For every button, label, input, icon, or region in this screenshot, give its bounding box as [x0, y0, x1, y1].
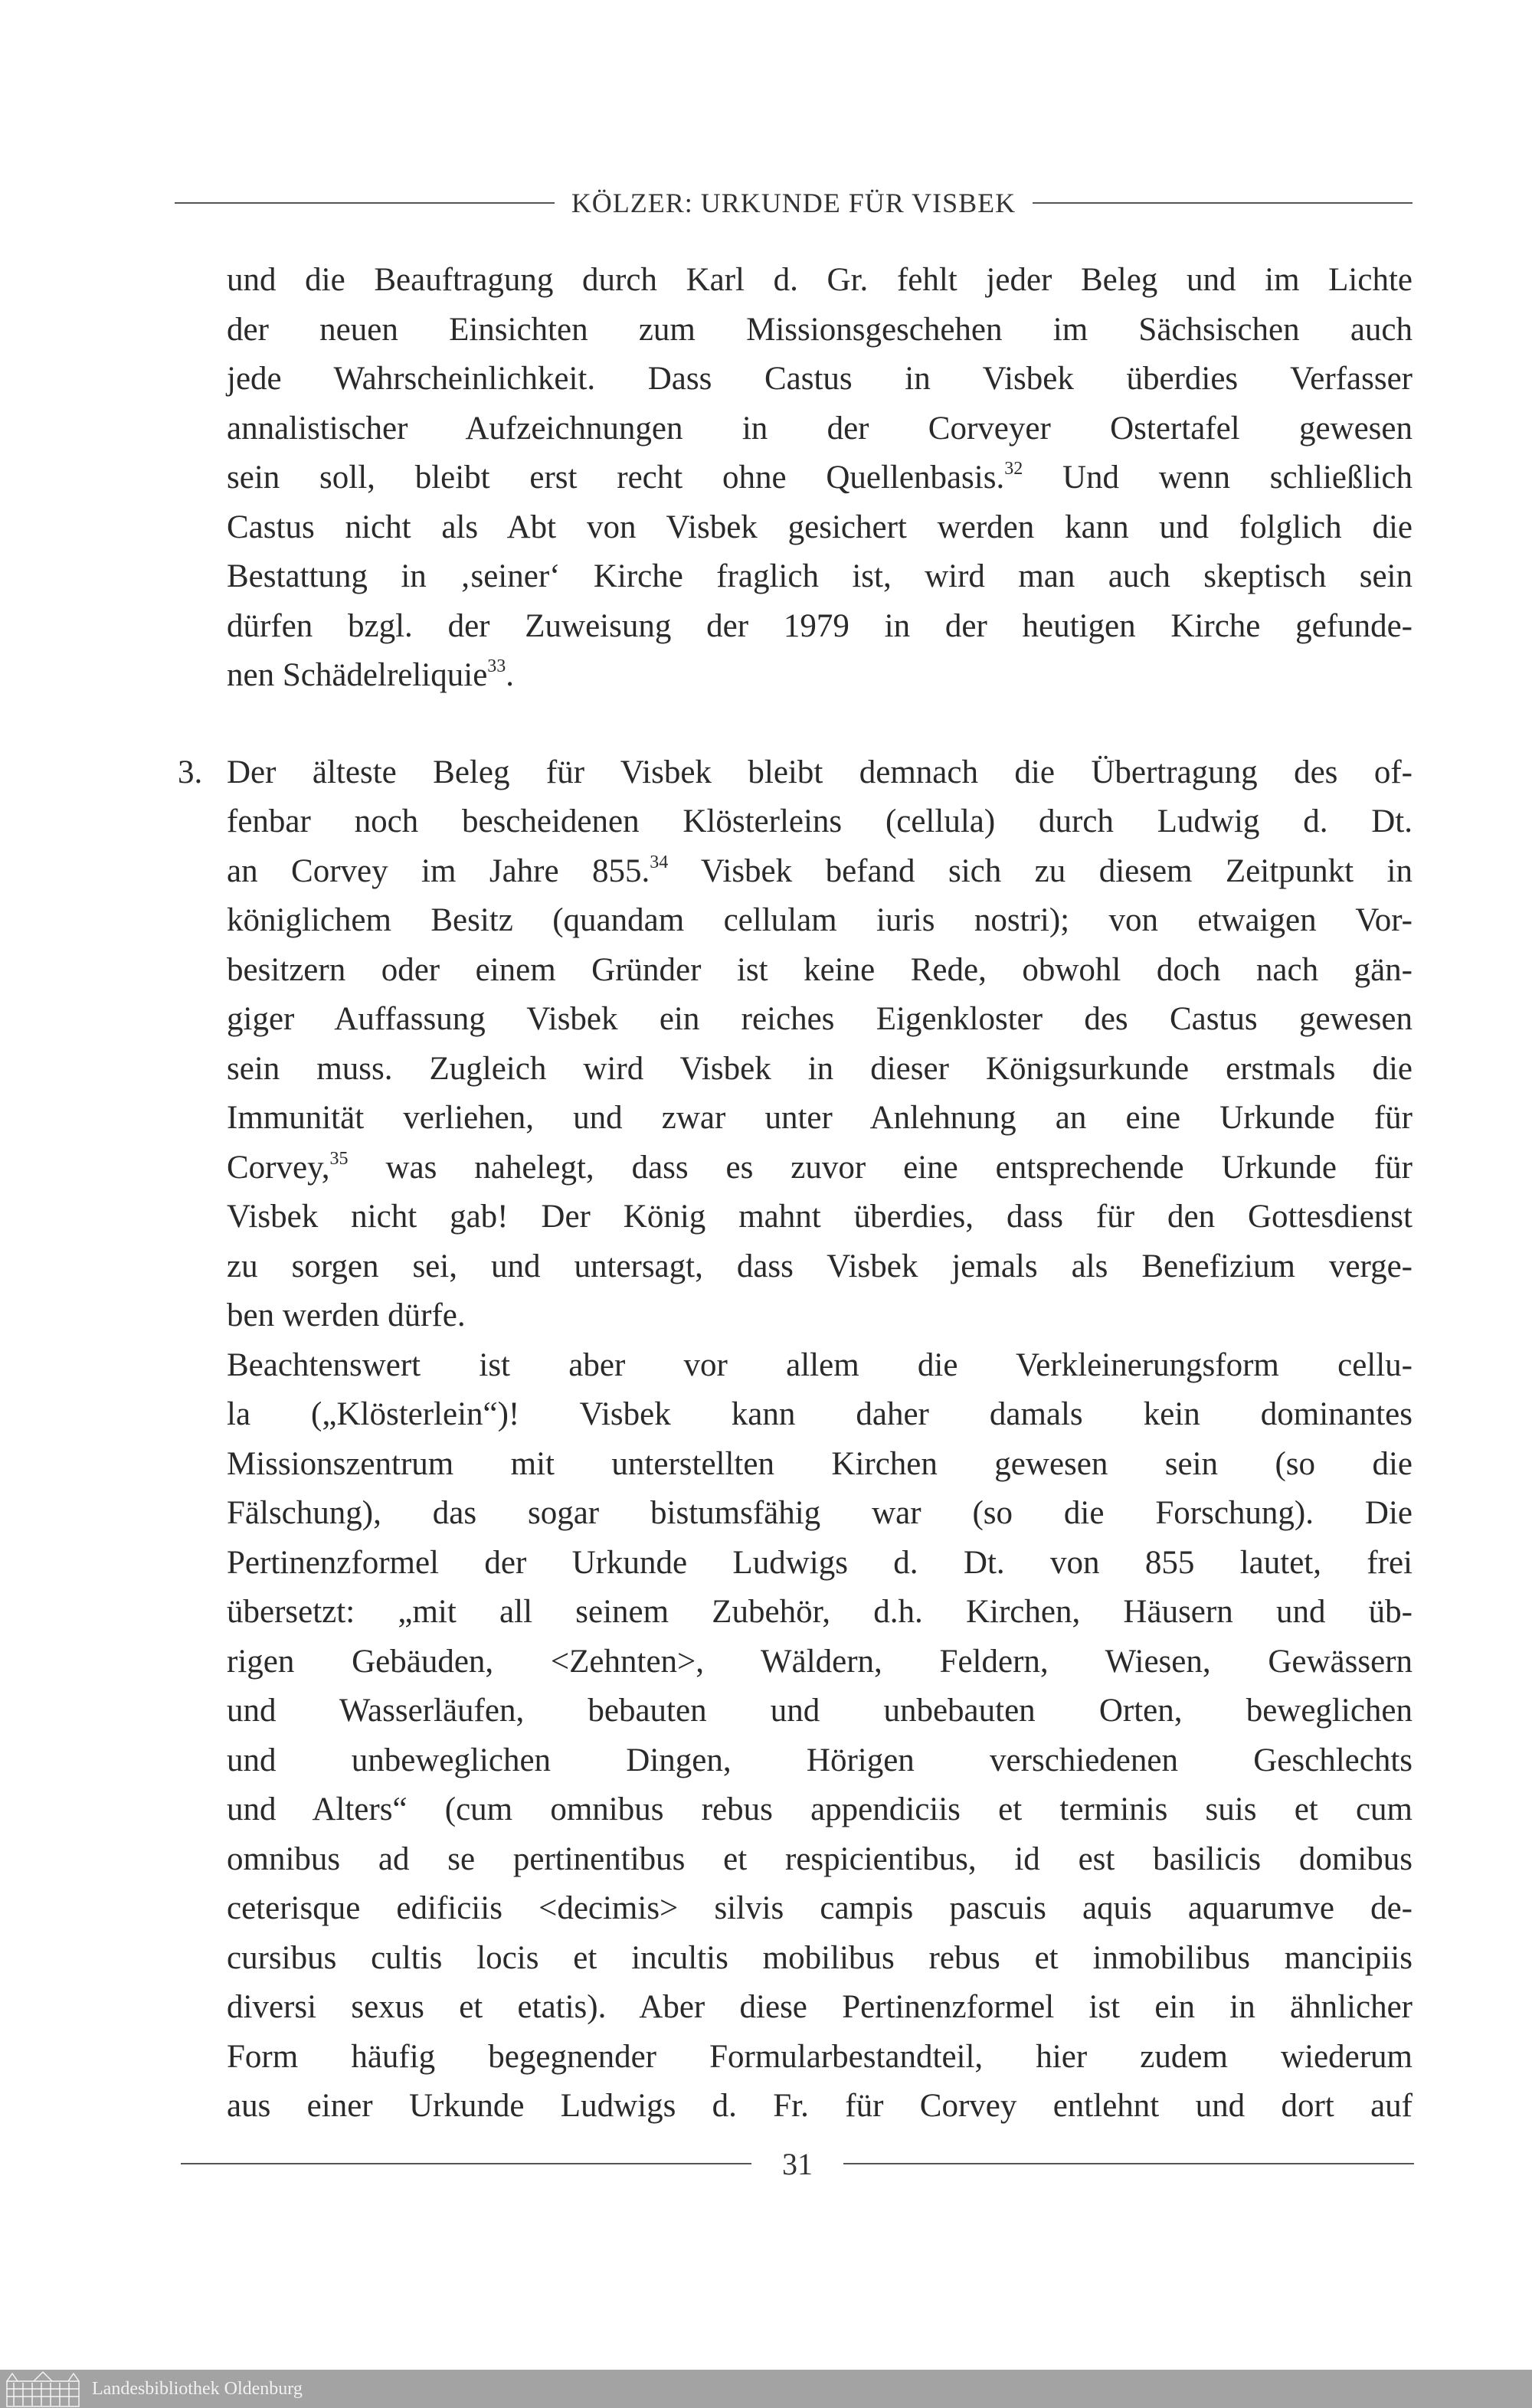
footer-rule-right	[843, 2163, 1414, 2164]
text-line	[227, 453, 1413, 503]
text-segment: besitzern oder einem Gründer ist keine Rede, obwohl doch nach gän-	[227, 951, 1413, 988]
text-segment: Missionszentrum mit unterstellten Kirchen gewesen sein (so die	[227, 1445, 1413, 1482]
text-line	[227, 797, 1413, 847]
text-segment: jede Wahrscheinlichkeit. Dass Castus in Visbek überdies Verfasser	[227, 361, 1413, 397]
header-rule-right	[1033, 202, 1413, 204]
text-segment: cursibus cultis locis et incultis mobilibus rebus et inmobilibus mancipiis	[227, 1939, 1413, 1976]
text-line	[227, 1440, 1413, 1490]
text-segment: fenbar noch bescheidenen Klösterleins (cellula) durch Ludwig d. Dt.	[227, 803, 1413, 839]
text-line	[227, 256, 1413, 306]
text-segment: Visbek nicht gab! Der König mahnt überdies, dass für den Gottesdienst	[227, 1199, 1413, 1235]
text-line	[227, 1934, 1413, 1984]
page-number: 31	[782, 2146, 813, 2181]
text-segment: nen Schädelreliquie	[227, 657, 488, 693]
body-text	[178, 256, 1413, 2132]
text-segment: königlichem Besitz (quandam cellulam iuris nostri); von etwaigen Vor-	[227, 902, 1413, 938]
text-segment: und Wasserläufen, bebauten und unbebauten Orten, beweglichen	[227, 1693, 1413, 1729]
text-segment: und Alters“ (cum omnibus rebus appendiciis et terminis suis et cum	[227, 1791, 1413, 1827]
text-segment: Visbek befand sich zu diesem Zeitpunkt in	[668, 852, 1413, 889]
text-segment: sein muss. Zugleich wird Visbek in dieser Königsurkunde erstmals die	[227, 1050, 1413, 1087]
text-line	[227, 896, 1413, 946]
paragraph	[227, 256, 1413, 701]
text-segment: dürfen bzgl. der Zuweisung der 1979 in der heutigen Kirche gefunde-	[227, 607, 1413, 644]
text-line	[227, 847, 1413, 897]
text-segment: Corvey,	[227, 1149, 330, 1186]
text-line	[227, 1687, 1413, 1736]
text-segment: und die Beauftragung durch Karl d. Gr. fehlt jeder Beleg und im Lichte	[227, 262, 1413, 298]
text-line	[227, 1193, 1413, 1242]
footer-rule-left	[181, 2163, 751, 2164]
text-line	[178, 748, 1413, 798]
text-segment: diversi sexus et etatis). Aber diese Pertinenzformel ist ein in ähnlicher	[227, 1989, 1413, 2025]
page-footer	[181, 2145, 1414, 2183]
text-line	[227, 1341, 1413, 1391]
text-segment: la („Klösterlein“)! Visbek kann daher damals kein dominantes	[227, 1396, 1413, 1432]
text-line	[227, 1390, 1413, 1440]
text-segment: Fälschung), das sogar bistumsfähig war (so die Forschung). Die	[227, 1495, 1413, 1531]
text-line	[227, 1045, 1413, 1094]
text-line	[227, 1539, 1413, 1588]
text-line	[227, 1291, 1413, 1341]
text-line	[227, 1638, 1413, 1687]
text-line	[227, 1785, 1413, 1835]
text-line	[227, 651, 1413, 701]
text-line	[227, 995, 1413, 1045]
text-segment: Form häufig begegnender Formularbestandteil, hier zudem wiederum	[227, 2038, 1413, 2075]
text-line	[227, 552, 1413, 602]
text-segment: was nahelegt, dass es zuvor eine entsprechende Urkunde für	[348, 1149, 1413, 1186]
running-title: KÖLZER: URKUNDE FÜR VISBEK	[571, 188, 1016, 218]
text-segment: Immunität verliehen, und zwar unter Anlehnung an eine Urkunde für	[227, 1100, 1413, 1136]
text-line	[227, 1094, 1413, 1143]
list-number: 3.	[178, 754, 203, 790]
text-line	[227, 946, 1413, 996]
header-rule-left	[175, 202, 555, 204]
text-segment: an Corvey im Jahre 855.	[227, 852, 650, 889]
text-segment: annalistischer Aufzeichnungen in der Corveyer Ostertafel gewesen	[227, 410, 1413, 447]
text-segment: ben werden dürfe.	[227, 1297, 466, 1333]
paragraph	[227, 1341, 1413, 2132]
text-segment: Bestattung in ‚seiner‘ Kirche fraglich ist, wird man auch skeptisch sein	[227, 558, 1413, 594]
text-segment: omnibus ad se pertinentibus et respicientibus, id est basilicis domibus	[227, 1840, 1413, 1877]
text-line	[227, 404, 1413, 454]
text-segment: zu sorgen sei, und untersagt, dass Visbek jemals als Benefizium verge-	[227, 1248, 1413, 1284]
text-line	[227, 355, 1413, 404]
footnote-ref[interactable]: 34	[650, 852, 669, 872]
text-segment: sein soll, bleibt erst recht ohne Quellenbasis.	[227, 460, 1005, 496]
text-line	[227, 602, 1413, 652]
paragraph	[178, 748, 1413, 1341]
running-header	[175, 184, 1413, 222]
text-line	[227, 1242, 1413, 1292]
text-segment: Castus nicht als Abt von Visbek gesichert werden kann und folglich die	[227, 509, 1413, 545]
text-segment: giger Auffassung Visbek ein reiches Eigenkloster des Castus gewesen	[227, 1001, 1413, 1037]
text-segment: Der älteste Beleg für Visbek bleibt demnach die Übertragung des of-	[227, 754, 1413, 790]
text-line	[227, 1835, 1413, 1885]
text-line	[227, 1143, 1413, 1193]
text-segment: und unbeweglichen Dingen, Hörigen verschiedenen Geschlechts	[227, 1742, 1413, 1778]
library-building-logo-icon	[5, 2370, 81, 2407]
text-line	[227, 1884, 1413, 1934]
footnote-ref[interactable]: 32	[1004, 459, 1023, 479]
text-segment: Beachtenswert ist aber vor allem die Verkleinerungsform cellu-	[227, 1346, 1413, 1383]
text-line	[227, 2033, 1413, 2082]
text-segment: .	[506, 657, 515, 693]
text-line	[227, 1983, 1413, 2033]
footnote-ref[interactable]: 33	[487, 656, 506, 676]
library-bar	[0, 2370, 1532, 2408]
text-line	[227, 503, 1413, 553]
text-segment: Und wenn schließlich	[1023, 460, 1413, 496]
paragraph-gap	[227, 701, 1413, 748]
text-segment: aus einer Urkunde Ludwigs d. Fr. für Corvey entlehnt und dort auf	[227, 2088, 1413, 2124]
text-segment: der neuen Einsichten zum Missionsgeschehen im Sächsischen auch	[227, 311, 1413, 348]
text-segment: Pertinenzformel der Urkunde Ludwigs d. Dt. von 855 lautet, frei	[227, 1544, 1413, 1581]
text-line	[227, 306, 1413, 355]
text-line	[227, 1588, 1413, 1638]
text-segment: ceterisque edificiis <decimis> silvis campis pascuis aquis aquarumve de-	[227, 1890, 1413, 1926]
text-line	[227, 1489, 1413, 1539]
footnote-ref[interactable]: 35	[329, 1148, 349, 1169]
text-line	[227, 2082, 1413, 2132]
text-segment: rigen Gebäuden, <Zehnten>, Wäldern, Feldern, Wiesen, Gewässern	[227, 1643, 1413, 1680]
text-segment: übersetzt: „mit all seinem Zubehör, d.h. Kirchen, Häusern und üb-	[227, 1594, 1413, 1630]
text-line	[227, 1736, 1413, 1786]
library-name: Landesbibliothek Oldenburg	[92, 2378, 303, 2399]
